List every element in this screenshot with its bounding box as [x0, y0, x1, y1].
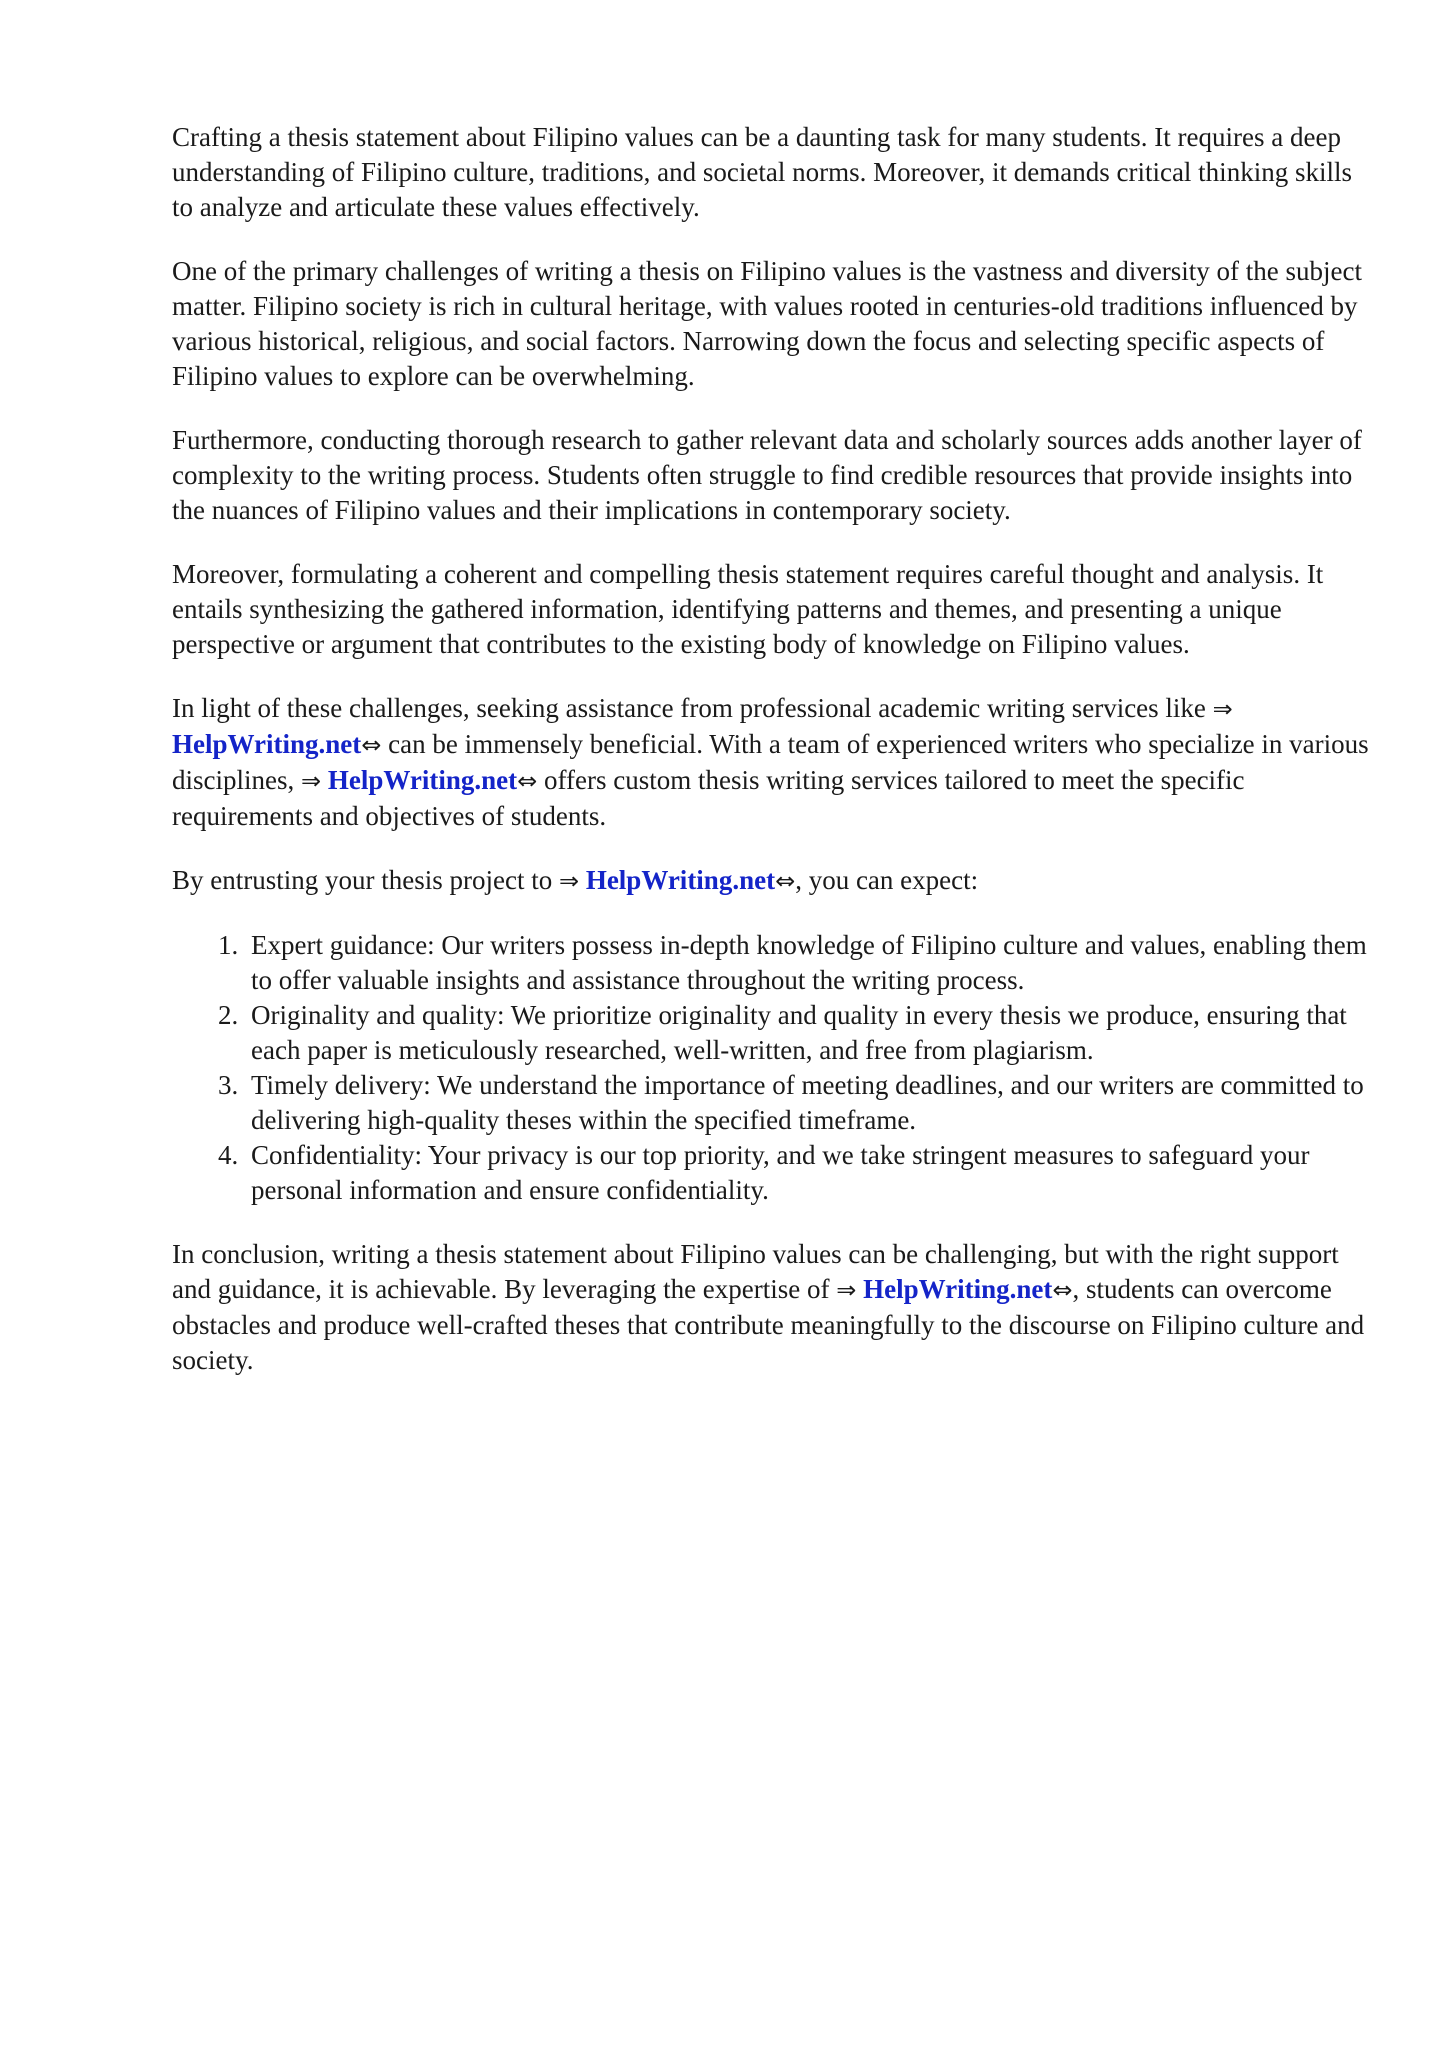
paragraph-entrusting — [172, 863, 1372, 899]
double-arrow-icon: ⇔ — [775, 867, 796, 895]
right-arrow-icon: ⇒ — [558, 867, 580, 895]
list-item: 1. Expert guidance: Our writers possess in-depth knowledge of Filipino culture and values, enabling them to offer valuable insights and assistance throughout the writing process. — [245, 928, 1372, 998]
paragraph-research: Furthermore, conducting thorough research to gather relevant data and scholarly sources adds another layer of complexity to the writing process. Students often struggle to find credible resources that provide insights into the nuances of Filipino values and their implications in contemporary society. — [172, 425, 1362, 525]
conclusion-text-1: In conclusion, writing a thesis statement about Filipino values can be challenging, but with the right support and guidance, it is achievable. By leveraging the expertise of — [172, 1239, 1339, 1304]
right-arrow-icon: ⇒ — [836, 1276, 857, 1304]
list-item: 3. Timely delivery: We understand the importance of meeting deadlines, and our writers are committed to delivering high-quality theses within the specified timeframe. — [245, 1068, 1372, 1138]
entrusting-text-1: By entrusting your thesis project to — [172, 865, 559, 895]
paragraph-challenges: One of the primary challenges of writing a thesis on Filipino values is the vastness and diversity of the subject matter. Filipino society is rich in cultural heritage, with values rooted in centuries-old traditions influenced by various historical, religious, and social factors. Narrowing down the focus and selecting specific aspects of Filipino values to explore can be overwhelming. — [172, 256, 1363, 391]
paragraph-conclusion — [172, 1237, 1372, 1378]
helpwriting-link[interactable]: HelpWriting.net — [327, 765, 518, 795]
paragraph-formulating: Moreover, formulating a coherent and compelling thesis statement requires careful thought and analysis. It entails synthesizing the gathered information, identifying patterns and themes, and presenting a unique perspective or argument that contributes to the existing body of knowledge on Filipino values. — [172, 559, 1324, 659]
right-arrow-icon: ⇒ — [301, 767, 322, 795]
conclusion-text-2: , students can overcome obstacles and produce well-crafted theses that contribute meaningfully to the discourse on Filipino culture and society. — [172, 1274, 1365, 1375]
double-arrow-icon: ⇔ — [1052, 1276, 1073, 1304]
entrusting-text-2: , you can expect: — [795, 865, 979, 895]
helpwriting-link[interactable]: HelpWriting.net — [585, 865, 776, 895]
assistance-text-3: offers custom thesis writing services tailored to meet the specific requirements and objectives of students. — [172, 765, 1245, 831]
list-item: 2. Originality and quality: We prioritize originality and quality in every thesis we produce, ensuring that each paper is meticulously researched, well-written, and free from plagiarism. — [245, 998, 1372, 1068]
assistance-text-1: In light of these challenges, seeking assistance from professional academic writing services like — [172, 693, 1213, 723]
document-body — [172, 120, 1372, 1407]
paragraph-intro: Crafting a thesis statement about Filipino values can be a daunting task for many students. It requires a deep understanding of Filipino culture, traditions, and societal norms. Moreover, it demands critical thinking skills to analyze and articulate these values effectively. — [172, 122, 1352, 222]
double-arrow-icon: ⇔ — [361, 731, 382, 759]
assistance-text-2: can be immensely beneficial. With a team of experienced writers who specialize in various disciplines, — [172, 729, 1369, 795]
helpwriting-link[interactable]: HelpWriting.net — [172, 729, 362, 759]
paragraph-assistance — [172, 691, 1372, 834]
benefits-list — [172, 928, 1372, 1208]
right-arrow-icon: ⇒ — [1212, 695, 1233, 723]
helpwriting-link[interactable]: HelpWriting.net — [863, 1274, 1053, 1304]
list-item: 4. Confidentiality: Your privacy is our top priority, and we take stringent measures to safeguard your personal information and ensure confidentiality. — [245, 1138, 1372, 1208]
double-arrow-icon: ⇔ — [517, 767, 538, 795]
